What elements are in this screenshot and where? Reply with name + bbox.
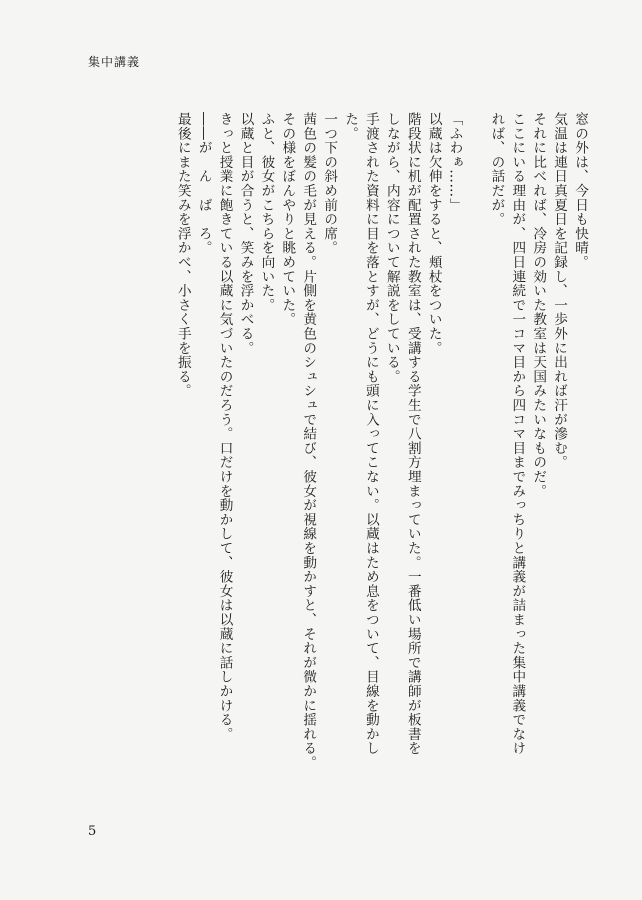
page-number: 5 bbox=[88, 824, 97, 839]
vertical-body-text bbox=[172, 112, 590, 812]
text-line: それに比べれば、冷房の効いた教室は天国みたいなものだ。 bbox=[530, 112, 547, 499]
blank-line bbox=[465, 112, 486, 812]
text-line: た。 bbox=[342, 112, 359, 141]
text-line: しながら、内容について解説をしている。 bbox=[383, 112, 400, 384]
text-line: ――が ん ば ろ。 bbox=[195, 112, 212, 255]
text-line: 手渡された資料に目を落とすが、どうにも頭に入ってこない。以蔵はため息をついて、目線を動かし bbox=[362, 112, 379, 756]
text-line: れば、の話だが。 bbox=[488, 112, 505, 227]
text-line: ここにいる理由が、四日連続で一コマ目から四コマ目までみっちりと講義が詰まった集中講義でなけ bbox=[509, 112, 526, 756]
text-line: 気温は連日真夏日を記録し、一歩外に出れば汗が滲む。 bbox=[551, 112, 568, 470]
text-line: 最後にまた笑みを浮かべ、小さく手を振る。 bbox=[174, 112, 191, 398]
text-line: ふと、彼女がこちらを向いた。 bbox=[258, 112, 275, 313]
text-line: 以蔵は欠伸をすると、頬杖をついた。 bbox=[425, 112, 442, 356]
text-line: 窓の外は、今日も快晴。 bbox=[572, 112, 588, 270]
text-line: その様をぼんやりと眺めていた。 bbox=[279, 112, 296, 327]
text-line: 以蔵と目が合うと、笑みを浮かべる。 bbox=[237, 112, 254, 356]
text-line: 一つ下の斜め前の席。 bbox=[321, 112, 338, 255]
text-line: 「ふわぁ……」 bbox=[446, 112, 463, 213]
running-head-title: 集中講義 bbox=[88, 55, 141, 69]
text-line: きっと授業に飽きている以蔵に気づいたのだろう。口だけを動かして、彼女は以蔵に話しかける。 bbox=[216, 112, 233, 742]
text-line: 茜色の髪の毛が見える。片側を黄色のシュシュで結び、彼女が視線を動かすと、それが微かに揺れる。 bbox=[300, 112, 317, 770]
text-line: 階段状に机が配置された教室は、受講する学生で八割方埋まっていた。一番低い場所で講師が板書を bbox=[404, 112, 421, 756]
